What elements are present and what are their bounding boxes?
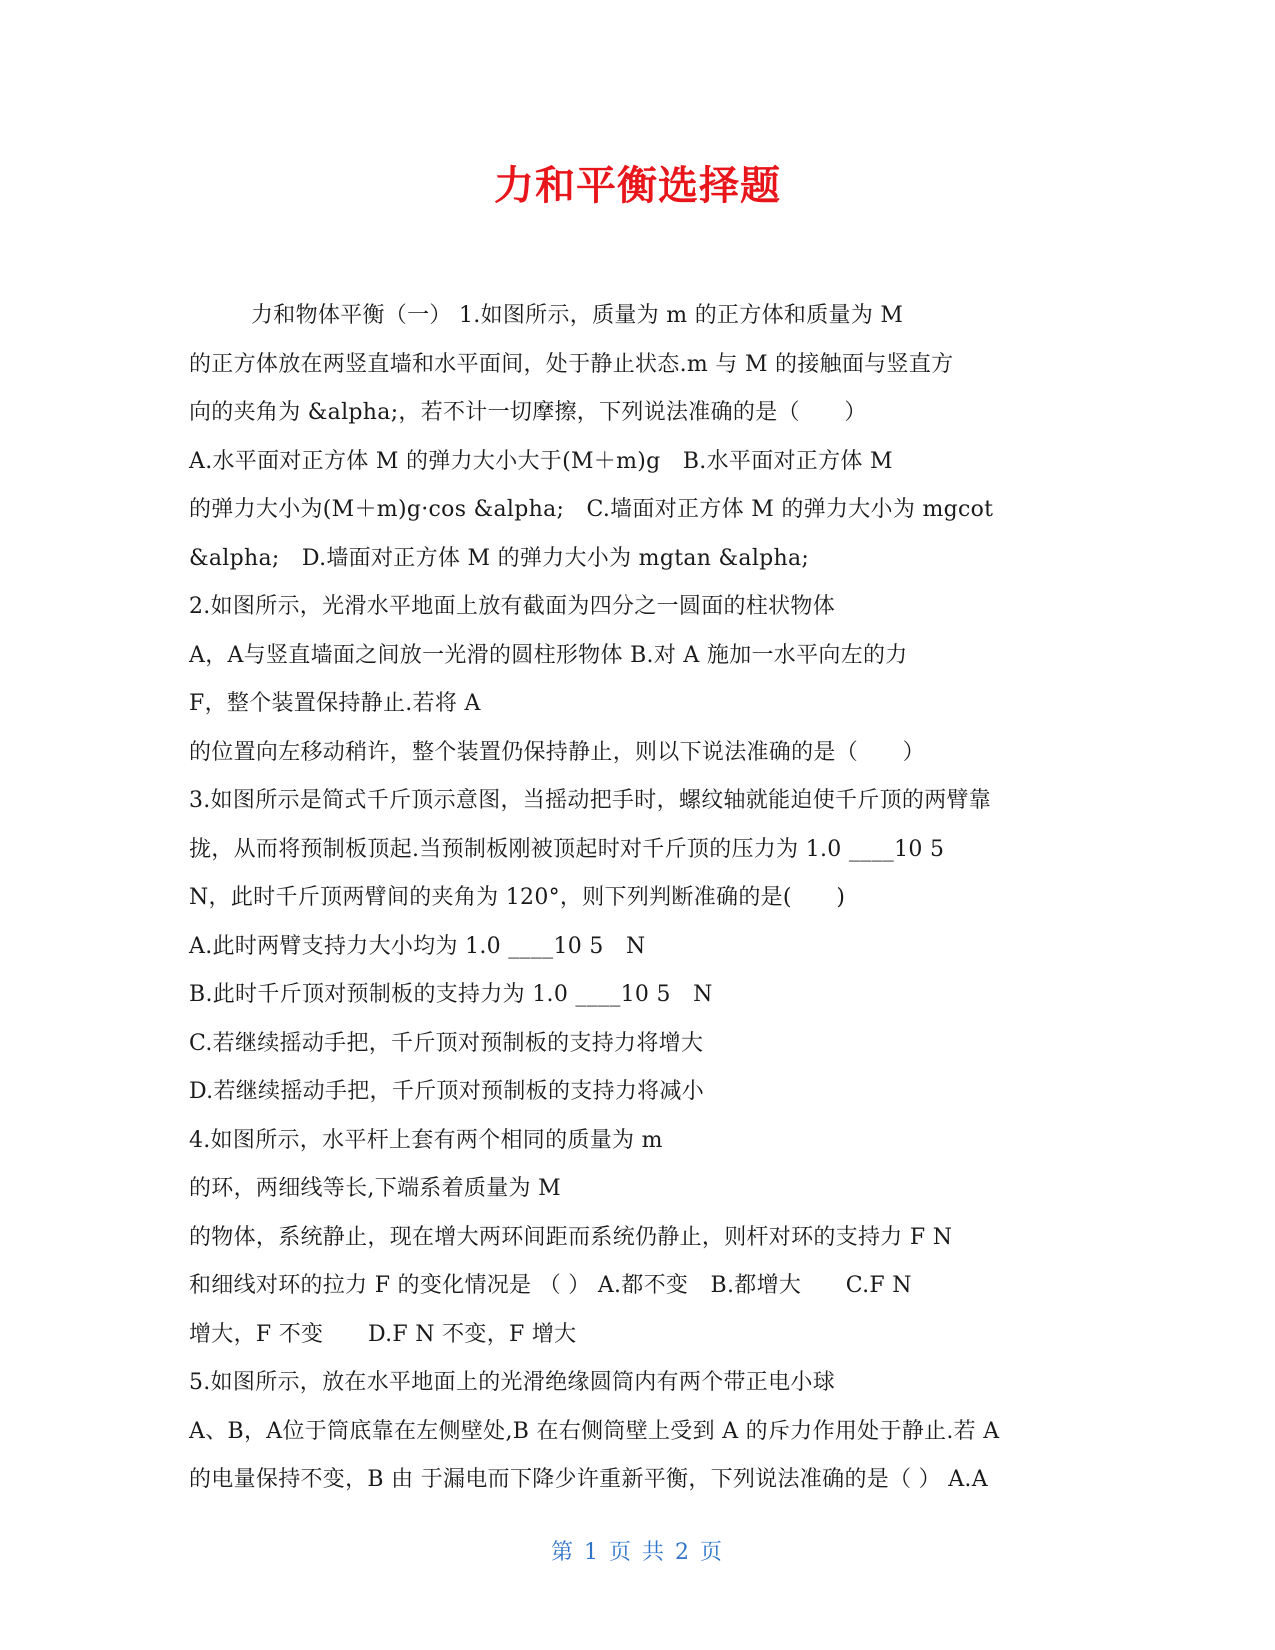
text-line: 3.如图所示是简式千斤顶示意图，当摇动把手时，螺纹轴就能迫使千斤顶的两臂靠 — [189, 788, 992, 813]
text-line: 力和物体平衡（一） 1.如图所示，质量为 m 的正方体和质量为 M — [251, 303, 904, 328]
text-line: 的电量保持不变，B 由 于漏电而下降少许重新平衡，下列说法准确的是（ ） A.A — [189, 1467, 988, 1492]
text-line: 的正方体放在两竖直墙和水平面间，处于静止状态.m 与 M 的接触面与竖直方 — [189, 351, 954, 377]
text-line: A.水平面对正方体 M 的弹力大小大于(M＋m)g B.水平面对正方体 M — [189, 448, 893, 474]
page-footer — [0, 1538, 1275, 1568]
text-line: 和细线对环的拉力 F 的变化情况是 （ ） A.都不变 B.都增大 C.F N — [189, 1273, 912, 1298]
text-line: 拢，从而将预制板顶起.当预制板刚被顶起时对千斤顶的压力为 1.0 ____10 5 — [189, 836, 945, 862]
document-body — [189, 292, 1089, 1505]
text-line: A，A与竖直墙面之间放一光滑的圆柱形物体 B.对 A 施加一水平向左的力 — [189, 642, 908, 668]
text-line: &alpha; D.墙面对正方体 M 的弹力大小为 mgtan &alpha; — [189, 545, 810, 571]
text-line: 5.如图所示，放在水平地面上的光滑绝缘圆筒内有两个带正电小球 — [189, 1370, 835, 1395]
text-line: 4.如图所示，水平杆上套有两个相同的质量为 m — [189, 1127, 663, 1153]
text-line: B.此时千斤顶对预制板的支持力为 1.0 ____10 5 N — [189, 982, 713, 1007]
text-line: 的物体，系统静止，现在增大两环间距而系统仍静止，则杆对环的支持力 F N — [189, 1224, 953, 1250]
text-line: A.此时两臂支持力大小均为 1.0 ____10 5 N — [189, 933, 646, 959]
text-line: A、B，A位于筒底靠在左侧壁处,B 在右侧筒壁上受到 A 的斥力作用处于静止.若 A — [189, 1418, 1000, 1444]
text-line: 的位置向左移动稍许，整个装置仍保持静止，则以下说法准确的是（ ） — [189, 739, 925, 765]
text-line: 2.如图所示，光滑水平地面上放有截面为四分之一圆面的柱状物体 — [189, 594, 835, 619]
page-number-label: 第 1 页 共 2 页 — [551, 1540, 724, 1565]
text-line: 的弹力大小为(M＋m)g·cos &alpha; C.墙面对正方体 M 的弹力大小为 mgcot — [189, 497, 994, 522]
text-line: 的环，两细线等长,下端系着质量为 M — [189, 1176, 561, 1201]
text-line: D.若继续摇动手把，千斤顶对预制板的支持力将减小 — [189, 1079, 705, 1104]
text-line: 增大，F 不变 D.F N 不变，F 增大 — [189, 1321, 577, 1347]
document-title: 力和平衡选择题 — [494, 163, 781, 209]
text-line: 向的夹角为 &alpha;，若不计一切摩擦，下列说法准确的是（ ） — [189, 400, 867, 425]
text-line: N，此时千斤顶两臂间的夹角为 120°，则下列判断准确的是( ) — [189, 885, 846, 910]
text-line: F，整个装置保持静止.若将 A — [189, 691, 481, 716]
text-line: C.若继续摇动手把，千斤顶对预制板的支持力将增大 — [189, 1030, 704, 1056]
